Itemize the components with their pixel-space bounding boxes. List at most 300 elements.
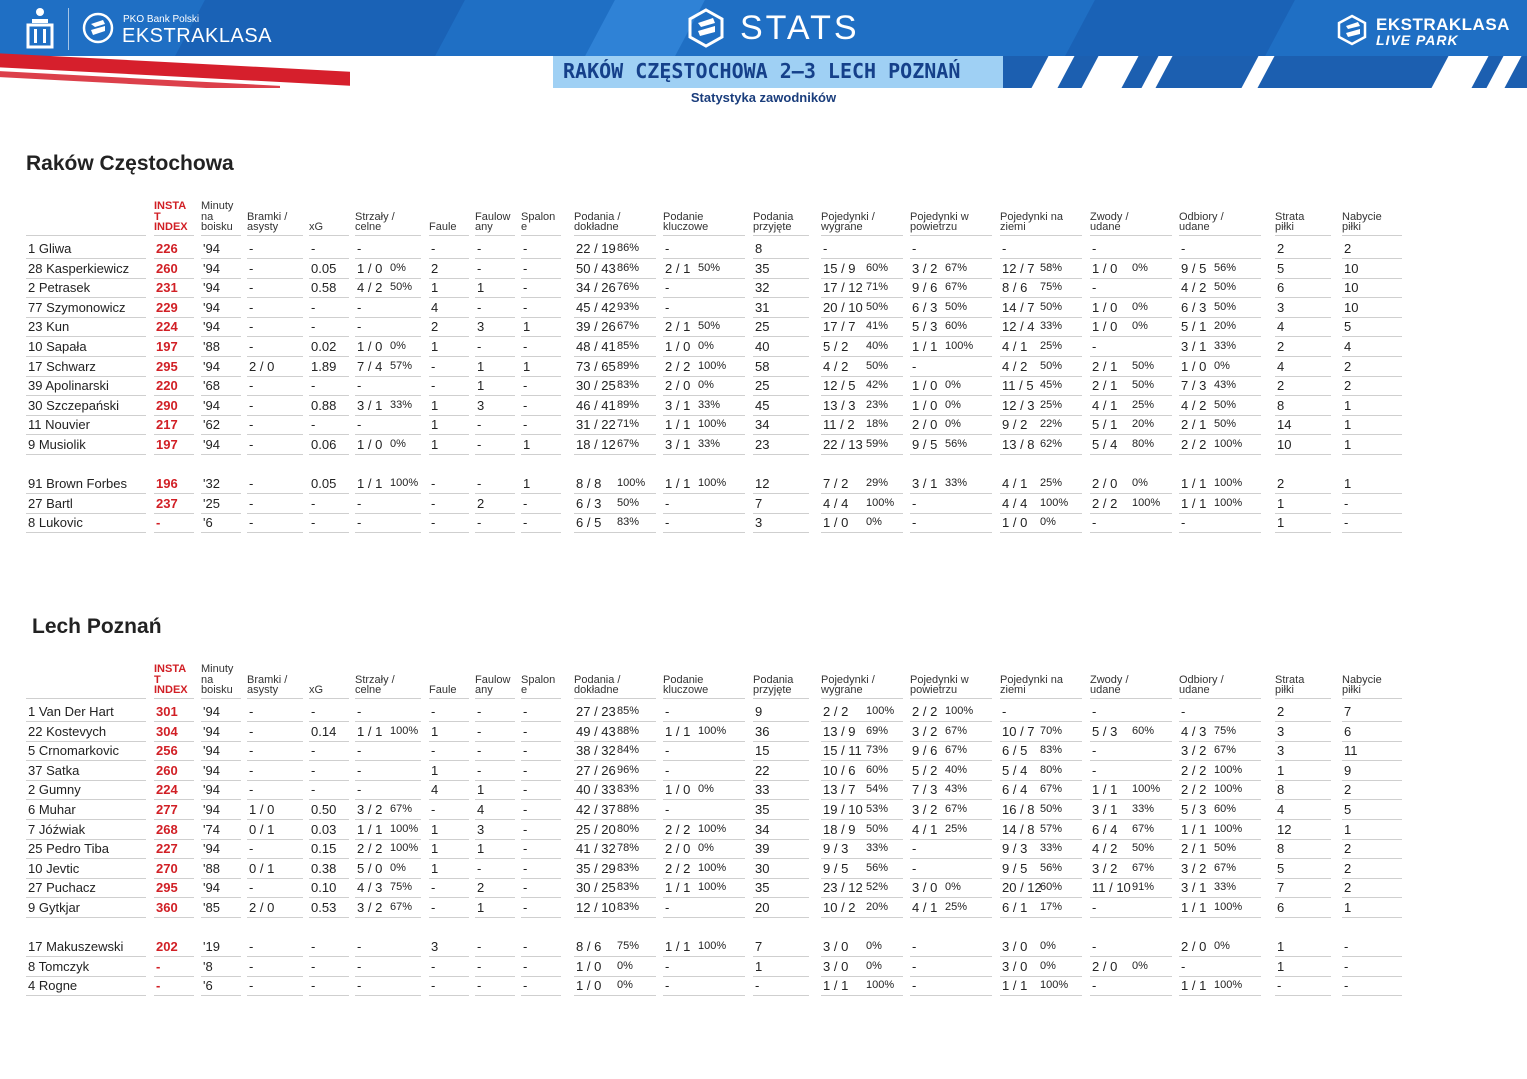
cell-value: 1 / 1 — [357, 476, 383, 492]
column-header-line: any — [475, 221, 493, 233]
cell-duels — [823, 723, 889, 739]
row-underline — [429, 532, 469, 533]
row-underline — [429, 858, 469, 859]
cell-ground — [1002, 821, 1063, 837]
cell-fouled: - — [477, 515, 482, 531]
row-underline — [355, 356, 421, 357]
row-underline — [1090, 336, 1172, 337]
header-underline — [521, 698, 561, 699]
cell-dribbles — [1092, 880, 1155, 896]
player-name: 17 Schwarz — [28, 358, 96, 374]
cell-won: 2 — [1344, 880, 1352, 896]
cell-ga: - — [249, 958, 254, 974]
cell-fouls: 1 — [431, 417, 439, 433]
row-underline — [1275, 897, 1331, 898]
pko-logo-icon — [22, 6, 58, 50]
row-underline — [1179, 819, 1261, 820]
row-underline — [201, 297, 241, 298]
cell-value: 5 / 2 — [823, 339, 849, 354]
cell-aerial — [912, 496, 916, 511]
cell-value: 4 / 1 — [1002, 476, 1028, 492]
cell-lost: 8 — [1277, 397, 1285, 413]
row-underline — [247, 376, 303, 377]
cell-value: 20 / 12 — [1002, 880, 1042, 896]
cell-lost: 1 — [1277, 495, 1285, 511]
cell-duels — [823, 860, 889, 876]
column-header-line: Faule — [429, 684, 457, 696]
row-underline — [26, 897, 146, 898]
cell-lost: 1 — [1277, 939, 1285, 955]
row-underline — [1090, 897, 1172, 898]
row-underline — [1342, 297, 1402, 298]
row-underline — [475, 434, 515, 435]
row-underline — [753, 395, 809, 396]
cell-value: - — [665, 958, 670, 974]
cell-passes — [576, 397, 640, 413]
cell-recv: 35 — [755, 880, 770, 896]
row-underline — [1000, 917, 1082, 918]
column-header-won — [1342, 212, 1382, 233]
player-name: 23 Kun — [28, 319, 70, 335]
row-underline — [1275, 721, 1331, 722]
cell-value: 4 / 3 — [1181, 723, 1207, 739]
cell-percent: 0% — [390, 861, 406, 874]
cell-keyp — [665, 417, 727, 433]
header-underline — [910, 235, 992, 236]
row-underline — [201, 917, 241, 918]
cell-percent: 0% — [945, 398, 961, 411]
cell-value: - — [912, 958, 917, 974]
cell-recv: 30 — [755, 860, 770, 876]
row-underline — [1179, 297, 1261, 298]
cell-ground — [1002, 958, 1056, 974]
cell-ground — [1002, 900, 1063, 915]
cell-percent: 67% — [1214, 744, 1237, 757]
row-underline — [663, 721, 745, 722]
cell-percent: 83% — [617, 881, 640, 894]
row-underline — [821, 995, 903, 996]
cell-value: 3 / 2 — [912, 723, 938, 739]
row-underline — [1275, 760, 1331, 761]
cell-value: 1 / 1 — [1181, 900, 1207, 915]
row-underline — [201, 897, 241, 898]
cell-percent: 0% — [1132, 320, 1148, 333]
column-header-insta — [154, 664, 188, 696]
cell-value: 1 / 0 — [912, 378, 938, 394]
cell-value: - — [912, 241, 917, 256]
cell-value: 3 / 2 — [1092, 860, 1118, 876]
column-header-line: ziemi — [1000, 221, 1026, 233]
cell-dribbles — [1092, 378, 1155, 394]
cell-value: - — [1181, 958, 1186, 974]
row-underline — [753, 819, 809, 820]
cell-percent: 43% — [945, 783, 968, 796]
row-underline — [910, 917, 992, 918]
column-header-duels — [821, 675, 875, 696]
row-underline — [910, 760, 992, 761]
cell-tackles — [1181, 476, 1243, 492]
column-header-duels — [821, 212, 875, 233]
cell-tackles — [1181, 841, 1237, 857]
column-header-offside — [521, 212, 555, 233]
cell-won: 4 — [1344, 339, 1352, 354]
cell-min: '94 — [203, 880, 220, 896]
row-underline — [753, 434, 809, 435]
row-underline — [475, 376, 515, 377]
cell-shots — [357, 802, 413, 817]
cell-ga: 0 / 1 — [249, 860, 275, 876]
cell-percent: 33% — [698, 398, 721, 411]
row-underline — [475, 721, 515, 722]
row-underline — [309, 839, 349, 840]
cell-offside: - — [523, 958, 528, 974]
cell-won: 2 — [1344, 841, 1352, 857]
column-header-line: Odbiory / — [1179, 673, 1224, 686]
row-underline — [247, 278, 303, 279]
cell-shots — [357, 900, 413, 915]
row-underline — [1000, 897, 1082, 898]
header-underline — [355, 698, 421, 699]
cell-keyp — [665, 802, 669, 817]
page-subtitle: Statystyka zawodników — [690, 90, 837, 105]
row-underline — [1090, 258, 1172, 259]
column-header-line: celne — [355, 221, 382, 233]
row-underline — [1090, 395, 1172, 396]
cell-percent: 100% — [866, 705, 895, 717]
player-name: 2 Petrasek — [28, 280, 91, 296]
cell-percent: 0% — [1132, 477, 1148, 490]
cell-tackles — [1181, 437, 1243, 452]
cell-passes — [576, 241, 640, 256]
row-underline — [663, 799, 745, 800]
cell-lost: 14 — [1277, 417, 1292, 433]
cell-value: 17 / 7 — [823, 319, 856, 335]
cell-value: - — [357, 378, 362, 394]
header-underline — [429, 235, 469, 236]
cell-percent: 18% — [866, 418, 889, 431]
row-underline — [1000, 395, 1082, 396]
header-underline — [247, 235, 303, 236]
row-underline — [1342, 376, 1402, 377]
cell-percent: 88% — [617, 803, 640, 815]
cell-value: 18 / 12 — [576, 437, 616, 452]
cell-duels — [823, 880, 889, 896]
row-underline — [753, 532, 809, 533]
cell-value: 6 / 5 — [1002, 743, 1028, 759]
cell-dribbles — [1092, 704, 1096, 719]
row-underline — [1275, 415, 1331, 416]
cell-value: 7 / 3 — [912, 782, 938, 798]
cell-duels — [823, 802, 889, 817]
cell-percent: 60% — [1040, 881, 1063, 894]
row-underline — [1179, 917, 1261, 918]
cell-aerial — [912, 802, 968, 817]
cell-percent: 25% — [1040, 340, 1063, 352]
cell-value: 10 / 7 — [1002, 723, 1035, 739]
cell-value: 3 / 0 — [1002, 958, 1028, 974]
cell-ga: - — [249, 723, 254, 739]
row-underline — [475, 956, 515, 957]
row-underline — [154, 434, 194, 435]
row-underline — [154, 532, 194, 533]
cell-min: '94 — [203, 723, 220, 739]
cell-aerial — [912, 782, 968, 798]
cell-value: 1 / 1 — [1181, 978, 1207, 994]
row-underline — [154, 317, 194, 318]
column-header-line: Spalon — [521, 673, 556, 686]
player-name: 77 Szymonowicz — [28, 299, 126, 315]
row-underline — [26, 839, 146, 840]
header-underline — [753, 698, 809, 699]
cell-percent: 0% — [698, 783, 714, 796]
column-header-line: udane — [1090, 221, 1121, 233]
row-underline — [154, 917, 194, 918]
cell-xg: - — [311, 319, 316, 335]
cell-duels — [823, 495, 895, 511]
cell-won: 2 — [1344, 782, 1352, 798]
cell-value: 7 / 4 — [357, 358, 383, 374]
row-underline — [1090, 878, 1172, 879]
cell-ga: - — [249, 704, 254, 719]
cell-dribbles — [1092, 782, 1161, 798]
row-underline — [247, 995, 303, 996]
cell-percent: 100% — [866, 496, 895, 509]
cell-value: 3 / 0 — [823, 958, 849, 974]
cell-percent: 75% — [390, 881, 413, 894]
cell-value: 73 / 65 — [576, 358, 616, 374]
row-underline — [753, 721, 809, 722]
header-underline — [910, 698, 992, 699]
cell-aerial — [912, 378, 961, 394]
cell-tackles — [1181, 260, 1237, 276]
cell-value: 1 / 0 — [1181, 358, 1207, 374]
cell-insta: 231 — [156, 280, 178, 296]
cell-shots — [357, 821, 419, 837]
row-underline — [309, 799, 349, 800]
cell-value: 12 / 3 — [1002, 397, 1035, 413]
cell-xg: 0.14 — [311, 723, 337, 739]
cell-keyp — [665, 939, 727, 955]
row-underline — [475, 278, 515, 279]
cell-duels — [823, 358, 889, 374]
cell-percent: 100% — [698, 359, 727, 372]
row-underline — [1275, 513, 1331, 514]
row-underline — [475, 513, 515, 514]
cell-fouled: 1 — [477, 358, 485, 374]
row-underline — [309, 976, 349, 977]
cell-insta: 224 — [156, 319, 178, 335]
cell-percent: 29% — [866, 477, 889, 490]
row-underline — [475, 258, 515, 259]
header-underline — [201, 235, 241, 236]
cell-value: - — [357, 958, 362, 974]
cell-passes — [576, 743, 640, 759]
cell-duels — [823, 762, 889, 778]
cell-percent: 100% — [1214, 438, 1243, 450]
cell-lost: 8 — [1277, 841, 1285, 857]
row-underline — [574, 858, 656, 859]
cell-keyp — [665, 241, 669, 256]
cell-value: 1 / 0 — [576, 978, 602, 994]
cell-fouled: - — [477, 860, 482, 876]
cell-percent: 50% — [1214, 281, 1237, 294]
cell-value: - — [912, 495, 917, 511]
cell-value: 1 / 1 — [357, 821, 383, 837]
cell-ga: - — [249, 476, 254, 492]
cell-tackles — [1181, 704, 1185, 719]
cell-duels — [823, 782, 889, 798]
row-underline — [1275, 858, 1331, 859]
row-underline — [1090, 317, 1172, 318]
cell-value: - — [912, 939, 917, 955]
row-underline — [355, 493, 421, 494]
cell-tackles — [1181, 880, 1237, 896]
cell-percent: 50% — [866, 822, 889, 835]
row-underline — [475, 819, 515, 820]
cell-value: 1 / 1 — [912, 339, 938, 354]
cell-percent: 85% — [617, 340, 640, 352]
cell-fouls: 1 — [431, 437, 439, 452]
cell-percent: 33% — [1040, 842, 1063, 855]
cell-aerial — [912, 939, 916, 954]
cell-fouled: - — [477, 743, 482, 759]
cell-insta: 202 — [156, 939, 178, 955]
cell-ground — [1002, 880, 1063, 896]
column-header-line: ziemi — [1000, 684, 1026, 696]
cell-passes — [576, 841, 640, 857]
row-underline — [821, 278, 903, 279]
row-underline — [1000, 278, 1082, 279]
header-underline — [1179, 235, 1261, 236]
cell-value: 2 / 1 — [1092, 358, 1118, 374]
cell-ground — [1002, 515, 1056, 531]
cell-value: 2 / 2 — [1181, 762, 1207, 778]
row-underline — [201, 395, 241, 396]
cell-recv: 20 — [755, 900, 770, 915]
cell-percent: 50% — [1214, 842, 1237, 855]
column-header-line: Pojedynki na — [1000, 210, 1063, 223]
row-underline — [1000, 799, 1082, 800]
cell-duels — [823, 299, 889, 315]
column-header-ground — [1000, 675, 1063, 696]
column-header-line: kluczowe — [663, 221, 709, 233]
header-underline — [521, 235, 561, 236]
row-underline — [574, 278, 656, 279]
row-underline — [429, 415, 469, 416]
row-underline — [574, 780, 656, 781]
cell-lost: 7 — [1277, 880, 1285, 896]
row-underline — [201, 741, 241, 742]
row-underline — [910, 858, 992, 859]
cell-won: 11 — [1344, 743, 1358, 759]
row-underline — [429, 493, 469, 494]
cell-passes — [576, 299, 640, 315]
cell-value: 2 / 1 — [665, 260, 691, 276]
row-underline — [247, 493, 303, 494]
cell-aerial — [912, 280, 968, 296]
cell-percent: 50% — [866, 300, 889, 313]
cell-fouled: - — [477, 939, 482, 955]
row-underline — [521, 493, 561, 494]
row-underline — [309, 376, 349, 377]
cell-passes — [576, 782, 640, 798]
column-header-line: udane — [1179, 221, 1210, 233]
row-underline — [753, 839, 809, 840]
cell-percent: 20% — [1132, 418, 1155, 431]
cell-percent: 50% — [1040, 803, 1063, 815]
cell-percent: 0% — [866, 940, 882, 953]
cell-value: 1 / 0 — [1092, 260, 1118, 276]
row-underline — [201, 493, 241, 494]
row-underline — [1000, 741, 1082, 742]
header-underline — [201, 698, 241, 699]
row-underline — [1000, 858, 1082, 859]
row-underline — [910, 878, 992, 879]
row-underline — [26, 356, 146, 357]
cell-value: 2 / 2 — [1092, 495, 1118, 511]
row-underline — [309, 819, 349, 820]
cell-keyp — [665, 704, 669, 719]
cell-won: 1 — [1344, 397, 1352, 413]
cell-value: - — [1092, 280, 1097, 296]
cell-insta: 260 — [156, 260, 178, 276]
column-header-line: udane — [1179, 684, 1210, 696]
cell-aerial — [912, 241, 916, 256]
column-header-line: Faulow — [475, 673, 511, 686]
column-header-line: Faule — [429, 221, 457, 233]
player-name: 30 Szczepański — [28, 397, 120, 413]
row-underline — [1275, 917, 1331, 918]
cell-ground — [1002, 860, 1063, 876]
cell-percent: 96% — [617, 763, 640, 776]
row-underline — [201, 376, 241, 377]
cell-min: '74 — [203, 821, 220, 837]
cell-percent: 100% — [1040, 496, 1069, 509]
cell-aerial — [912, 260, 968, 276]
column-header-min — [201, 664, 233, 696]
cell-value: 1 / 1 — [1181, 495, 1207, 511]
row-underline — [821, 395, 903, 396]
cell-percent: 45% — [1040, 379, 1063, 392]
row-underline — [309, 454, 349, 455]
cell-shots — [357, 763, 361, 778]
row-underline — [475, 839, 515, 840]
cell-recv: 25 — [755, 378, 770, 394]
player-name: 2 Gumny — [28, 782, 81, 798]
cell-value: 3 / 1 — [912, 476, 938, 492]
cell-value: - — [912, 841, 917, 857]
column-header-line: piłki — [1275, 221, 1294, 233]
row-underline — [26, 297, 146, 298]
row-underline — [753, 780, 809, 781]
cell-won: 1 — [1344, 821, 1352, 837]
row-underline — [521, 454, 561, 455]
cell-recv: 7 — [755, 495, 763, 511]
cell-percent: 50% — [1214, 418, 1237, 431]
cell-recv: 35 — [755, 802, 770, 817]
cell-fouls: 1 — [431, 723, 439, 739]
row-underline — [247, 721, 303, 722]
cell-percent: 83% — [617, 379, 640, 392]
cell-percent: 100% — [698, 940, 727, 953]
row-underline — [1000, 317, 1082, 318]
row-underline — [309, 336, 349, 337]
cell-dribbles — [1092, 437, 1155, 452]
row-underline — [1275, 493, 1331, 494]
cell-ground — [1002, 358, 1063, 374]
row-underline — [521, 799, 561, 800]
cell-lost: 6 — [1277, 900, 1285, 915]
